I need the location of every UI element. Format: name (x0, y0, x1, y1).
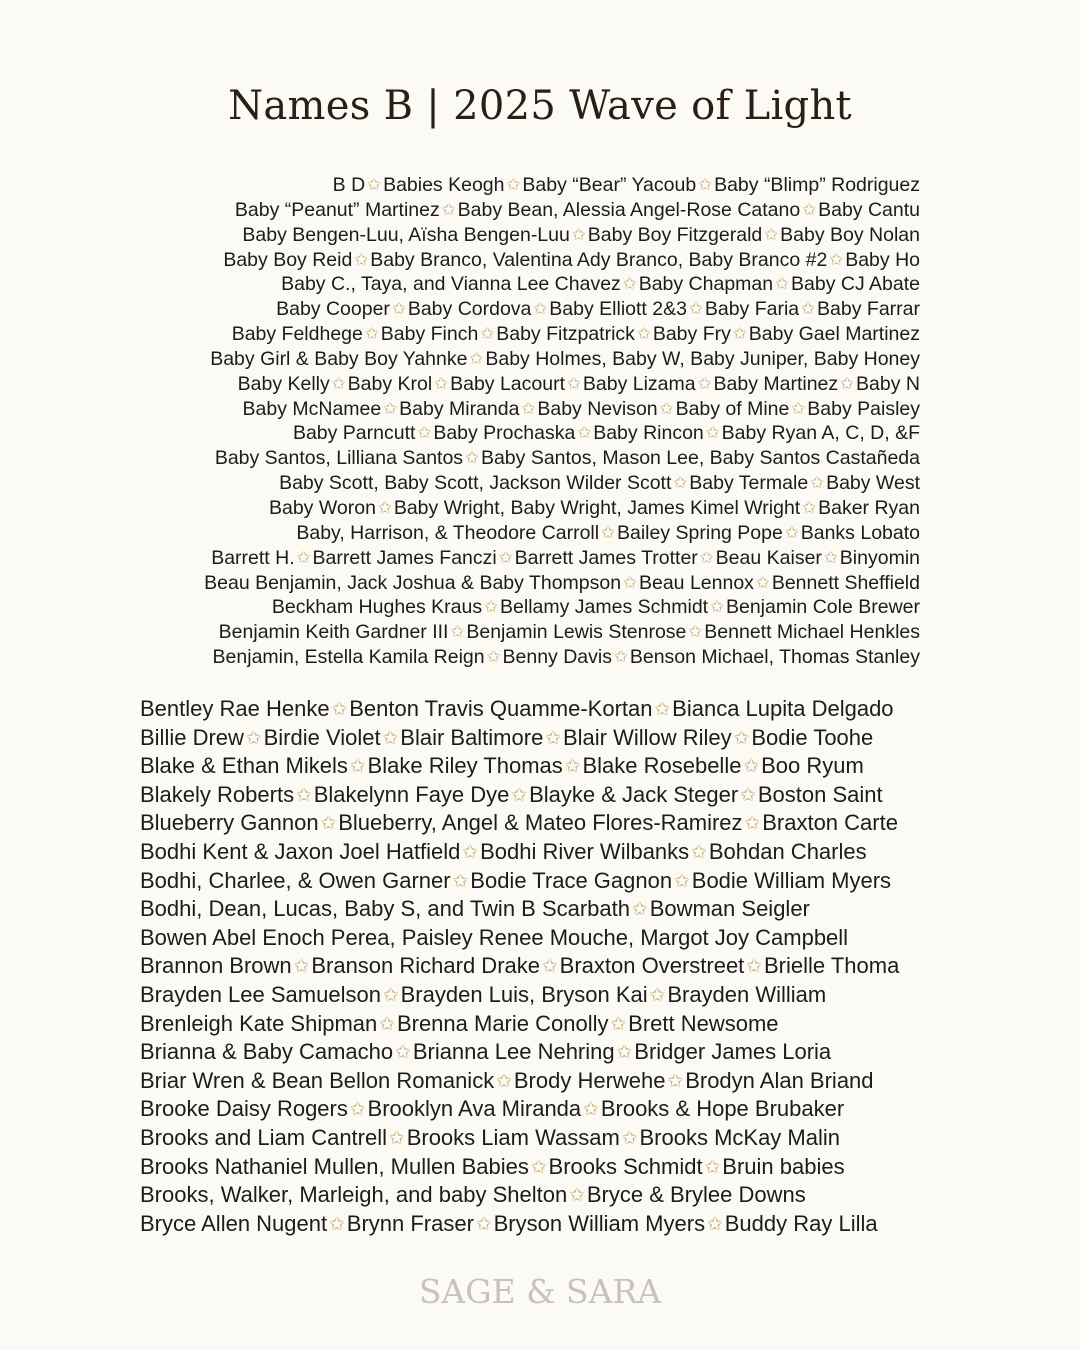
star-icon: ✩ (654, 698, 671, 719)
memorial-name: Branson Richard Drake (311, 953, 540, 979)
star-icon: ✩ (632, 898, 648, 920)
memorial-name: Beau Lennox (638, 571, 754, 594)
star-icon: ✩ (801, 299, 816, 319)
names-line (140, 752, 921, 781)
memorial-name: Benny Davis (502, 646, 612, 669)
memorial-name: Baby Bengen-Luu, Aïsha Bengen-Luu (242, 223, 570, 246)
star-icon: ✩ (542, 955, 558, 977)
star-icon: ✩ (506, 175, 521, 194)
names-line (140, 1038, 921, 1067)
memorial-name: Bowen Abel Enoch Perea, Paisley Renee Mouche, Margot Joy Campbell (140, 924, 849, 950)
star-icon: ✩ (667, 1069, 684, 1091)
memorial-name: Barrett James Trotter (514, 546, 698, 569)
memorial-name: Baby Elliott 2&3 (549, 298, 687, 321)
memorial-name: Blakely Roberts (140, 781, 295, 807)
star-icon: ✩ (383, 398, 398, 418)
star-icon: ✩ (740, 783, 756, 805)
memorial-name: Baby Termale (689, 472, 809, 495)
memorial-name: Beckham Hughes Kraus (271, 596, 483, 619)
star-icon: ✩ (496, 1069, 512, 1091)
star-icon: ✩ (567, 373, 581, 393)
names-line (140, 1010, 921, 1039)
memorial-name: Baby Cantu (818, 198, 920, 221)
memorial-name: Brooks Liam Wassam (406, 1124, 620, 1150)
memorial-name: Baby Wright, Baby Wright, James Kimel Wright (393, 496, 801, 519)
memorial-name: Baby CJ Abate (791, 273, 920, 296)
memorial-name: Braxton Overstreet (559, 953, 745, 979)
memorial-name: Bowman Seigler (649, 896, 810, 922)
star-icon: ✩ (744, 812, 761, 834)
memorial-name: Baby “Bear” Yacoub (522, 174, 697, 196)
star-icon: ✩ (697, 373, 712, 393)
star-icon: ✩ (802, 199, 817, 219)
star-icon: ✩ (377, 497, 392, 517)
memorial-name: Briar Wren & Bean Bellon Romanick (140, 1067, 495, 1093)
star-icon: ✩ (743, 755, 760, 777)
star-icon: ✩ (450, 622, 465, 642)
memorial-name: Binyomin (839, 546, 920, 569)
memorial-name: Blake & Ethan Mikels (140, 753, 348, 779)
star-icon: ✩ (533, 299, 548, 319)
names-line (120, 471, 920, 496)
star-icon: ✩ (564, 755, 581, 777)
names-line (120, 571, 920, 596)
star-icon: ✩ (379, 1012, 395, 1034)
memorial-name: Baby Rincon (593, 422, 704, 445)
memorial-name: Brody Herwehe (513, 1067, 666, 1093)
memorial-name: Bennett Sheffield (771, 571, 920, 594)
memorial-name: Benjamin, Estella Kamila Reign (212, 646, 485, 669)
names-line (120, 248, 920, 273)
star-icon: ✩ (823, 547, 838, 567)
memorial-name: Beau Benjamin, Jack Joshua & Baby Thompson (204, 571, 622, 594)
star-icon: ✩ (480, 324, 495, 344)
memorial-name: Baby Fry (652, 323, 731, 346)
star-icon: ✩ (382, 983, 399, 1005)
memorial-name: Brielle Thoma (763, 953, 900, 979)
star-icon: ✩ (484, 597, 499, 617)
names-line (140, 695, 921, 724)
memorial-name: Brooks Nathaniel Mullen, Mullen Babies (140, 1153, 529, 1179)
memorial-name: Baby Farrar (817, 298, 920, 321)
memorial-name: Brooks McKay Malin (639, 1124, 840, 1150)
star-icon: ✩ (354, 249, 369, 269)
star-icon: ✩ (622, 274, 637, 294)
memorial-name: Baby Boy Nolan (780, 223, 920, 246)
star-icon: ✩ (391, 299, 406, 319)
memorial-name: Baby Fitzpatrick (496, 323, 635, 346)
memorial-name: Baby Lizama (582, 372, 696, 395)
memorial-name: Baby of Mine (675, 397, 790, 420)
star-icon: ✩ (829, 249, 844, 269)
star-icon: ✩ (367, 175, 382, 194)
memorial-name: Brooks, Walker, Marleigh, and baby Shelton (140, 1182, 568, 1208)
brand-footer: SAGE & SARA (418, 1272, 662, 1311)
memorial-name: Baby Chapman (638, 273, 774, 296)
names-line (140, 838, 921, 867)
memorial-name: Brenleigh Kate Shipman (140, 1010, 378, 1036)
memorial-name: Baby C., Taya, and Vianna Lee Chavez (281, 273, 621, 296)
memorial-name: Bailey Spring Pope (616, 521, 783, 544)
names-line (120, 198, 920, 223)
memorial-name: Boo Ryum (761, 753, 864, 779)
star-icon: ✩ (530, 1155, 547, 1177)
memorial-name: Baby Faria (704, 298, 800, 321)
memorial-name: Brannon Brown (140, 953, 292, 979)
star-icon: ✩ (571, 224, 586, 244)
memorial-name: B D (332, 174, 366, 196)
star-icon: ✩ (349, 755, 366, 777)
names-line (120, 322, 920, 347)
memorial-name: Braxton Carte (762, 810, 898, 836)
names-line (140, 981, 921, 1010)
memorial-name: Benson Michael, Thomas Stanley (629, 646, 920, 669)
memorial-name: Birdie Violet (263, 724, 381, 750)
names-block-left-aligned (140, 695, 921, 1238)
memorial-name: Bodie Trace Gagnon (470, 867, 673, 893)
memorial-name: Baby Kelly (237, 372, 330, 395)
memorial-name: Baby Krol (347, 372, 433, 395)
memorial-name: Bohdan Charles (708, 838, 867, 864)
memorial-name: Baker Ryan (818, 496, 920, 519)
star-icon: ✩ (791, 398, 806, 418)
memorial-name: Banks Lobato (800, 521, 920, 544)
memorial-name: Baby Prochaska (433, 422, 576, 445)
star-icon: ✩ (699, 547, 714, 567)
memorial-name: Baby Lacourt (450, 372, 565, 395)
names-line (120, 223, 920, 248)
names-line (120, 421, 920, 446)
star-icon: ✩ (469, 348, 484, 368)
star-icon: ✩ (320, 812, 337, 834)
names-line (140, 924, 921, 953)
star-icon: ✩ (649, 983, 666, 1005)
star-icon: ✩ (417, 423, 432, 443)
memorial-name: Baby N (856, 372, 920, 395)
memorial-name: Brett Newsome (628, 1010, 779, 1036)
memorial-name: Baby “Blimp” Rodriguez (714, 174, 920, 196)
memorial-name: Baby Ho (845, 248, 920, 271)
star-icon: ✩ (764, 224, 779, 244)
names-line (120, 397, 920, 422)
star-icon: ✩ (382, 726, 399, 748)
memorial-name: Bodie William Myers (691, 867, 892, 893)
names-line (140, 867, 921, 896)
star-icon: ✩ (705, 423, 720, 443)
star-icon: ✩ (610, 1012, 627, 1034)
names-line (120, 446, 920, 471)
star-icon: ✩ (601, 522, 615, 542)
names-line (120, 595, 920, 620)
star-icon: ✩ (245, 726, 262, 748)
names-line (120, 521, 920, 546)
memorial-name: Billie Drew (140, 724, 244, 750)
names-line (140, 1153, 921, 1182)
memorial-name: Blake Rosebelle (582, 753, 742, 779)
memorial-name: Baby, Harrison, & Theodore Carroll (296, 521, 600, 544)
names-block-right-aligned (120, 173, 920, 670)
star-icon: ✩ (710, 597, 724, 617)
memorial-name: Barrett James Fanczi (312, 546, 497, 569)
star-icon: ✩ (545, 726, 561, 748)
memorial-name: Baby Holmes, Baby W, Baby Juniper, Baby Honey (485, 347, 920, 370)
names-line (120, 372, 920, 397)
memorial-name: Benjamin Keith Gardner III (218, 621, 449, 644)
star-icon: ✩ (674, 869, 690, 891)
star-icon: ✩ (707, 1212, 723, 1234)
names-line (140, 724, 921, 753)
memorial-name: Brooklyn Ava Miranda (367, 1096, 582, 1122)
names-line (140, 895, 921, 924)
star-icon: ✩ (364, 324, 379, 344)
memorial-name: Bentley Rae Henke (140, 696, 330, 721)
names-line (120, 645, 920, 670)
memorial-name: Bodie Toohe (751, 724, 874, 750)
memorial-name: Bianca Lupita Delgado (672, 696, 894, 721)
memorial-name: Baby Branco, Valentina Ady Branco, Baby Branco #2 (370, 248, 828, 271)
memorial-name: Baby Bean, Alessia Angel-Rose Catano (457, 198, 801, 221)
star-icon: ✩ (613, 647, 628, 667)
memorial-name: Bryson William Myers (493, 1210, 706, 1236)
memorial-name: Benjamin Cole Brewer (725, 596, 920, 619)
memorial-name: Baby McNamee (242, 397, 382, 420)
star-icon: ✩ (755, 572, 770, 592)
star-icon: ✩ (704, 1155, 721, 1177)
star-icon: ✩ (623, 572, 637, 592)
star-icon: ✩ (521, 398, 536, 418)
memorial-name: Baby Cordova (407, 298, 532, 321)
star-icon: ✩ (434, 373, 449, 393)
memorial-name: Bridger James Loria (634, 1039, 832, 1065)
star-icon: ✩ (462, 840, 479, 862)
memorial-name: Baby Girl & Baby Boy Yahnke (210, 347, 468, 370)
memorial-name: Boston Saint (757, 781, 883, 807)
star-icon: ✩ (395, 1041, 411, 1063)
memorial-name: Brayden Lee Samuelson (140, 981, 381, 1007)
star-icon: ✩ (389, 1126, 405, 1148)
star-icon: ✩ (746, 955, 762, 977)
star-icon: ✩ (802, 497, 817, 517)
names-line (140, 1095, 921, 1124)
star-icon: ✩ (688, 299, 703, 319)
memorial-name: Brodyn Alan Briand (685, 1067, 874, 1093)
memorial-name: Bellamy James Schmidt (500, 596, 709, 619)
memorial-name: Baby Woron (268, 496, 376, 519)
star-icon: ✩ (331, 698, 348, 719)
star-icon: ✩ (331, 373, 346, 393)
star-icon: ✩ (732, 324, 747, 344)
memorial-name: Babies Keogh (383, 174, 505, 196)
memorial-name: Baby Feldhege (231, 323, 363, 346)
names-line (140, 1210, 921, 1239)
memorial-name: Brenna Marie Conolly (396, 1010, 609, 1036)
memorial-name: Bodhi, Dean, Lucas, Baby S, and Twin B Scarbath (140, 896, 631, 922)
star-icon: ✩ (733, 726, 750, 748)
memorial-name: Bennett Michael Henkles (704, 621, 920, 644)
star-icon: ✩ (349, 1098, 366, 1120)
star-icon: ✩ (498, 547, 513, 567)
names-line (120, 173, 920, 198)
star-icon: ✩ (441, 199, 456, 219)
star-icon: ✩ (511, 783, 528, 805)
star-icon: ✩ (840, 373, 855, 393)
names-line (120, 297, 920, 322)
star-icon: ✩ (475, 1212, 492, 1234)
memorial-name: Baby Finch (380, 323, 479, 346)
star-icon: ✩ (784, 522, 799, 542)
memorial-name: Baby West (826, 472, 920, 495)
star-icon: ✩ (616, 1041, 633, 1063)
memorial-name: Blair Willow Riley (562, 724, 732, 750)
memorial-name: Bruin babies (722, 1153, 845, 1179)
memorial-name: Baby Boy Fitzgerald (587, 223, 763, 246)
memorial-name: Bodhi Kent & Jaxon Joel Hatfield (140, 838, 461, 864)
memorial-name: Baby Scott, Baby Scott, Jackson Wilder Scott (279, 472, 672, 495)
names-line (120, 496, 920, 521)
memorial-name: Baby Martinez (713, 372, 839, 395)
star-icon: ✩ (810, 473, 825, 493)
memorial-name: Beau Kaiser (715, 546, 822, 569)
names-line (140, 1124, 921, 1153)
memorial-name: Bodhi, Charlee, & Owen Garner (140, 867, 451, 893)
memorial-name: Brayden Luis, Bryson Kai (400, 981, 648, 1007)
memorial-name: Baby Miranda (399, 397, 520, 420)
memorial-name: Blakelynn Faye Dye (313, 781, 510, 807)
star-icon: ✩ (673, 473, 688, 493)
names-line (120, 347, 920, 372)
names-line (140, 1181, 921, 1210)
star-icon: ✩ (688, 622, 703, 642)
star-icon: ✩ (296, 783, 312, 805)
memorial-name: Blueberry, Angel & Mateo Flores-Ramirez (338, 810, 743, 836)
memorial-name: Brianna Lee Nehring (412, 1039, 615, 1065)
memorial-name: Blueberry Gannon (140, 810, 319, 836)
names-line (120, 546, 920, 571)
memorial-name: Baby Nevison (537, 397, 658, 420)
names-line (140, 952, 921, 981)
star-icon: ✩ (486, 647, 501, 667)
names-line (140, 1067, 921, 1096)
memorial-name: Brooks and Liam Cantrell (140, 1124, 388, 1150)
memorial-name: Bryce & Brylee Downs (586, 1182, 806, 1208)
star-icon: ✩ (583, 1098, 599, 1120)
memorial-name: Baby Cooper (276, 298, 390, 321)
memorial-name: Benton Travis Quamme-Kortan (349, 696, 653, 721)
page-title: Names B | 2025 Wave of Light (228, 83, 852, 129)
star-icon: ✩ (465, 448, 479, 468)
star-icon: ✩ (775, 274, 789, 294)
memorial-name: Barrett H. (211, 546, 295, 569)
star-icon: ✩ (329, 1212, 345, 1234)
names-line (120, 620, 920, 645)
star-icon: ✩ (621, 1126, 638, 1148)
memorial-name: Brooks & Hope Brubaker (600, 1096, 845, 1122)
memorial-name: Baby Gael Martinez (748, 323, 920, 346)
memorial-name: Bryce Allen Nugent (140, 1210, 328, 1236)
star-icon: ✩ (659, 398, 674, 418)
memorial-name: Brynn Fraser (346, 1210, 474, 1236)
star-icon: ✩ (293, 955, 310, 977)
star-icon: ✩ (691, 840, 707, 862)
memorial-name: Blake Riley Thomas (367, 753, 563, 779)
memorial-name: Blair Baltimore (400, 724, 544, 750)
star-icon: ✩ (569, 1184, 585, 1206)
memorial-name: Bodhi River Wilbanks (480, 838, 690, 864)
names-line (140, 809, 921, 838)
memorial-name: Baby Parncutt (292, 422, 416, 445)
memorial-name: Baby Santos, Mason Lee, Baby Santos Castañeda (480, 447, 920, 470)
memorial-name: Brianna & Baby Camacho (140, 1039, 394, 1065)
memorial-name: Benjamin Lewis Stenrose (466, 621, 687, 644)
names-line (140, 781, 921, 810)
memorial-name: Blayke & Jack Steger (529, 781, 739, 807)
memorial-name: Brooke Daisy Rogers (140, 1096, 348, 1122)
star-icon: ✩ (636, 324, 651, 344)
star-icon: ✩ (577, 423, 592, 443)
star-icon: ✩ (296, 547, 311, 567)
memorial-name: Baby Paisley (807, 397, 920, 420)
memorial-name: Baby Ryan A, C, D, &F (721, 422, 920, 445)
memorial-name: Brooks Schmidt (548, 1153, 703, 1179)
memorial-name: Baby Boy Reid (223, 248, 353, 271)
memorial-name: Brayden William (667, 981, 827, 1007)
memorial-name: Baby Santos, Lilliana Santos (214, 447, 464, 470)
star-icon: ✩ (698, 175, 713, 194)
names-line (120, 272, 920, 297)
memorial-name: Baby “Peanut” Martinez (234, 198, 440, 221)
memorial-name: Buddy Ray Lilla (724, 1210, 878, 1236)
star-icon: ✩ (452, 869, 469, 891)
